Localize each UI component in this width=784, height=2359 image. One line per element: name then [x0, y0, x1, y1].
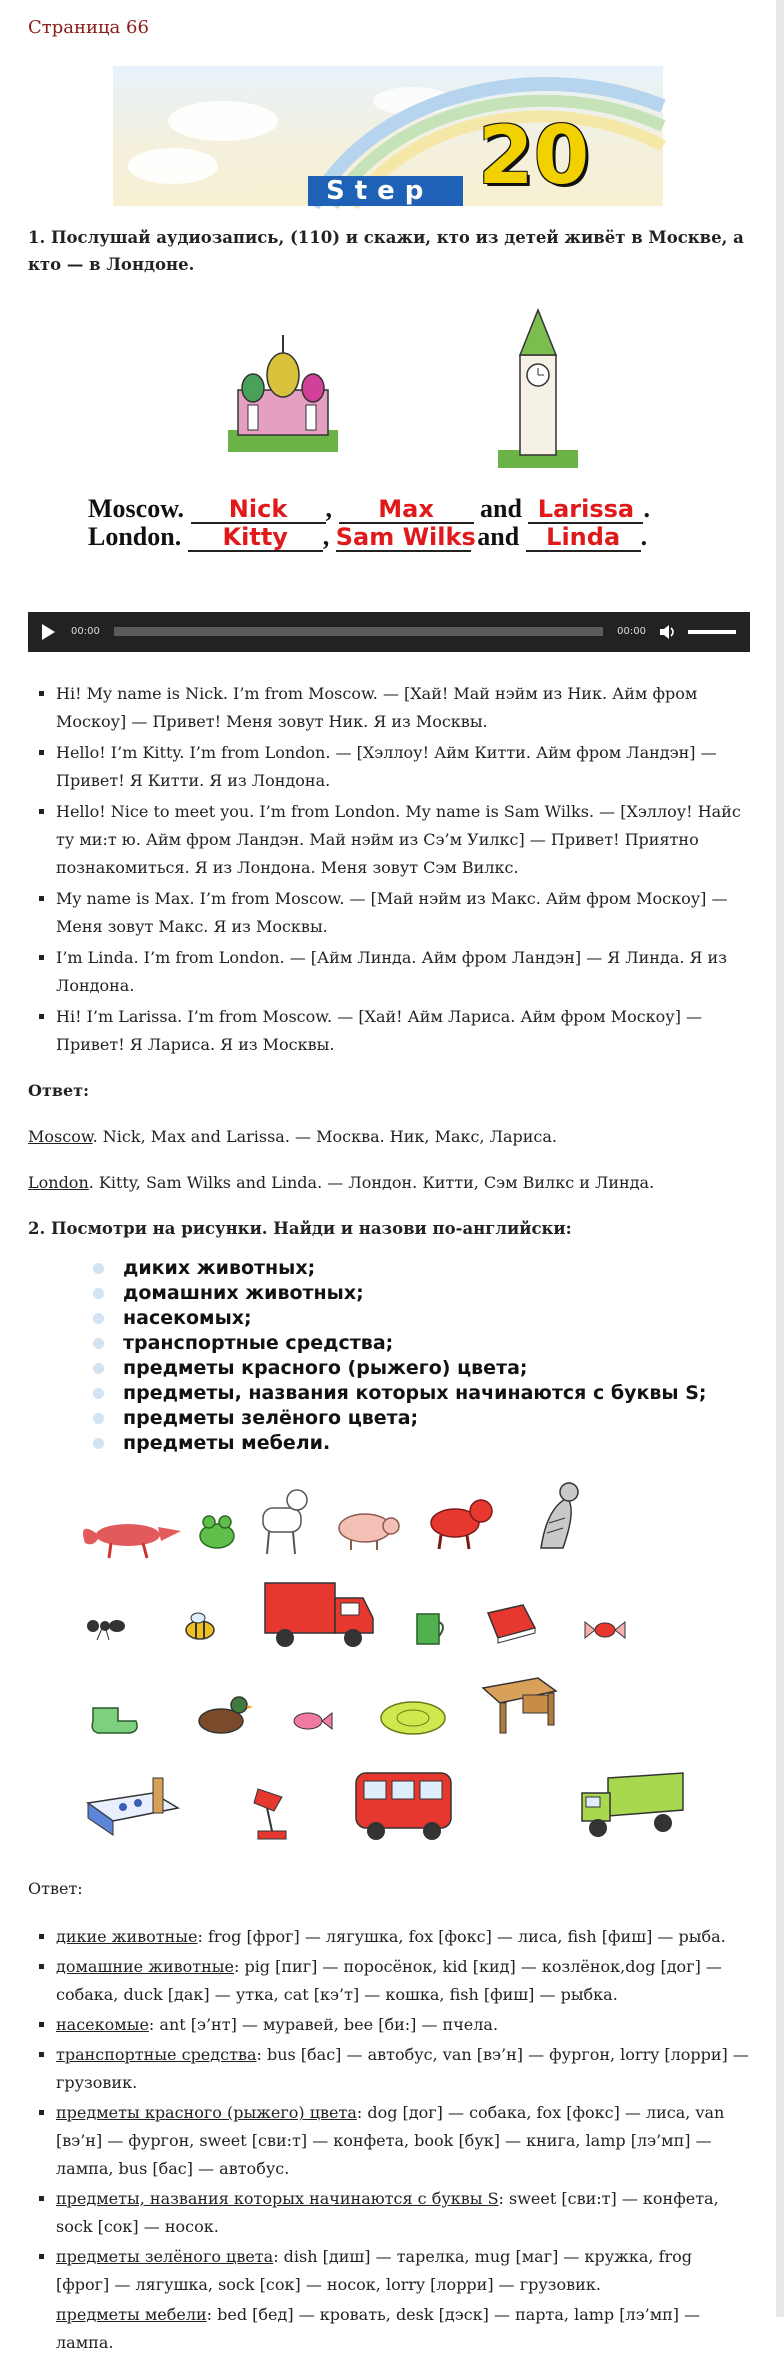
category-item: транспортные средства; [93, 1331, 750, 1356]
page-title: Страница 66 [28, 17, 149, 38]
task2-heading: 2. Посмотри на рисунки. Найди и назови по-английски: [28, 1218, 572, 1238]
answer-london [28, 1169, 750, 1197]
volume-icon[interactable] [660, 625, 676, 639]
list-item [56, 2185, 750, 2241]
fox-icon [83, 1503, 183, 1563]
moscow-word: Moscow [28, 1126, 93, 1146]
moscow-answer-1: Nick [191, 496, 326, 524]
volume-slider[interactable] [688, 630, 736, 634]
fish-icon [288, 1706, 333, 1736]
duration: 00:00 [617, 626, 646, 638]
category-link: транспортные средства [56, 2045, 257, 2065]
category-answer: : ant [э’нт] — муравей, bee [би:] — пчела. [148, 2015, 499, 2035]
list-item [56, 1953, 750, 2009]
london-text: . Kitty, Sam Wilks and Linda. — Лондон. Китти, Сэм Вилкс и Линда. [88, 1172, 655, 1192]
list-item: ▪ Hello! Nice to meet you. I’m from London. My name is Sam Wilks. — [Хэллоу! Найс ту ми:т ю. Айм фром Ландэн. Май нэйм из Сэ’м Уилкс] — Привет! Приятно познакомиться. Я из Лондона. Меня зовут Сэм Вилкс. [56, 798, 750, 882]
sweet-icon [583, 1618, 628, 1643]
moscow-text: . Nick, Max and Larissa. — Москва. Ник, Макс, Лариса. [92, 1126, 558, 1146]
and-word: and [477, 521, 520, 551]
list-item [56, 2011, 750, 2039]
dish-icon [378, 1698, 448, 1738]
lorry-icon [578, 1768, 688, 1843]
category-link: предметы зелёного цвета [56, 2247, 274, 2267]
list-item [56, 2301, 750, 2357]
step-number: 20 [478, 108, 590, 202]
seek-bar[interactable] [114, 627, 603, 636]
picture-grid [83, 1478, 703, 1863]
list-item [56, 2041, 750, 2097]
london-answer-2: Sam Wilks [335, 522, 476, 551]
list-item [56, 2243, 750, 2299]
answer2-list [28, 1923, 750, 2357]
list-item: ▪ Hello! I’m Kitty. I’m from London. — [Хэллоу! Айм Китти. Айм фром Ландэн] — Привет! Я Китти. Я из Лондона. [56, 739, 750, 795]
lamp-icon [248, 1783, 298, 1843]
category-item: домашних животных; [93, 1281, 750, 1306]
pig-icon [333, 1506, 403, 1551]
current-time: 00:00 [71, 626, 100, 638]
article [28, 8, 750, 2359]
moscow-answer-3: Larissa [528, 496, 643, 524]
step-banner [113, 66, 663, 206]
category-item: предметы мебели. [93, 1431, 750, 1456]
category-answer: : dish [диш] — тарелка, mug [маг] — кружка, frog [фрог] — лягушка, sock [сок] — носок, lorry [лорри] — грузовик. [56, 2247, 693, 2295]
category-answer: : bed [бед] — кровать, desk [дэск] — парта, lamp [лэ’мп] — лампа. [56, 2305, 701, 2353]
london-answer-1: Kitty [188, 524, 323, 552]
sock-icon [88, 1703, 143, 1738]
step-label: Step [308, 176, 463, 206]
answer1-label: Ответ: [28, 1080, 89, 1100]
big-ben-icon [488, 300, 588, 470]
list-item [56, 2099, 750, 2183]
category-link: предметы мебели [56, 2305, 207, 2325]
cities-illustration [88, 300, 688, 590]
category-item: предметы, названия которых начинаются с буквы S; [93, 1381, 750, 1406]
category-item: диких животных; [93, 1256, 750, 1281]
london-label: London. [88, 521, 182, 551]
category-item: насекомых; [93, 1306, 750, 1331]
kid-icon [253, 1478, 313, 1558]
dog-icon [423, 1493, 493, 1553]
london-answer-3: Linda [526, 524, 641, 552]
category-list [93, 1256, 750, 1456]
moscow-line: Moscow. Nick , Max and Larissa . [88, 493, 650, 523]
mug-icon [413, 1608, 448, 1648]
list-item: ▪ My name is Max. I’m from Moscow. — [Май нэйм из Макс. Айм фром Москоу] — Меня зовут Макс. Я из Москвы. [56, 885, 750, 941]
and-word: and [480, 493, 522, 523]
answer-moscow [28, 1123, 750, 1151]
cat-icon [533, 1478, 583, 1553]
category-item: предметы зелёного цвета; [93, 1406, 750, 1431]
category-link: насекомые [56, 2015, 149, 2035]
category-link: дикие животные [56, 1927, 198, 1947]
category-answer: : dog [дог] — собака, fox [фокс] — лиса, van [вэ’н] — фургон, sweet [сви:т] — конфета, book [бук] — книга, lamp [лэ’мп] — лампа, bus [бас] — автобус. [56, 2103, 725, 2179]
list-item: ▪ Hi! I’m Larissa. I’m from Moscow. — [Хай! Айм Лариса. Айм фром Москоу] — Привет! Я Лариса. Я из Москвы. [56, 1003, 750, 1059]
moscow-answer-2: Max [339, 496, 474, 524]
category-answer: : bus [бас] — автобус, van [вэ’н] — фургон, lorry [лорри] — грузовик. [56, 2045, 749, 2093]
desk-icon [478, 1673, 558, 1738]
moscow-label: Moscow. [88, 493, 185, 523]
list-item: ▪ Hi! My name is Nick. I’m from Moscow. — [Хай! Май нэйм из Ник. Айм фром Москоу] — Привет! Меня зовут Ник. Я из Москвы. [56, 680, 750, 736]
kremlin-icon [208, 320, 358, 470]
audio-player [28, 612, 750, 652]
category-answer: : frog [фрог] — лягушка, fox [фокс] — лиса, fish [фиш] — рыба. [197, 1927, 726, 1947]
play-icon[interactable] [42, 624, 55, 640]
category-answer: : pig [пиг] — поросёнок, kid [кид] — козлёнок,dog [дог] — собака, duck [дак] — утка, cat [кэ’т] — кошка, fish [фиш] — рыбка. [56, 1957, 722, 2005]
list-item [56, 1923, 750, 1951]
frog-icon [195, 1508, 240, 1553]
van-icon [263, 1578, 378, 1653]
bee-icon [178, 1610, 223, 1645]
dialogue-list [28, 680, 750, 1059]
category-link: предметы, названия которых начинаются с буквы S [56, 2189, 499, 2209]
bed-icon [83, 1773, 183, 1848]
answer2-label: Ответ: [28, 1879, 83, 1899]
scrollbar-track[interactable] [776, 0, 784, 2317]
category-item: предметы красного (рыжего) цвета; [93, 1356, 750, 1381]
london-line: London. Kitty , Sam Wilks and Linda . [88, 521, 648, 551]
ant-icon [83, 1608, 128, 1643]
london-word: London [28, 1172, 89, 1192]
task1-heading: 1. Послушай аудиозапись, (110) и скажи, кто из детей живёт в Москве, а кто — в Лондоне. [28, 227, 744, 274]
book-icon [483, 1603, 538, 1643]
duck-icon [193, 1693, 253, 1738]
category-link: предметы красного (рыжего) цвета [56, 2103, 357, 2123]
category-link: домашние животные [56, 1957, 234, 1977]
category-answer: : sweet [сви:т] — конфета, sock [сок] — носок. [56, 2189, 719, 2237]
bus-icon [348, 1763, 458, 1843]
list-item: ▪ I’m Linda. I’m from London. — [Айм Линда. Айм фром Ландэн] — Я Линда. Я из Лондона. [56, 944, 750, 1000]
